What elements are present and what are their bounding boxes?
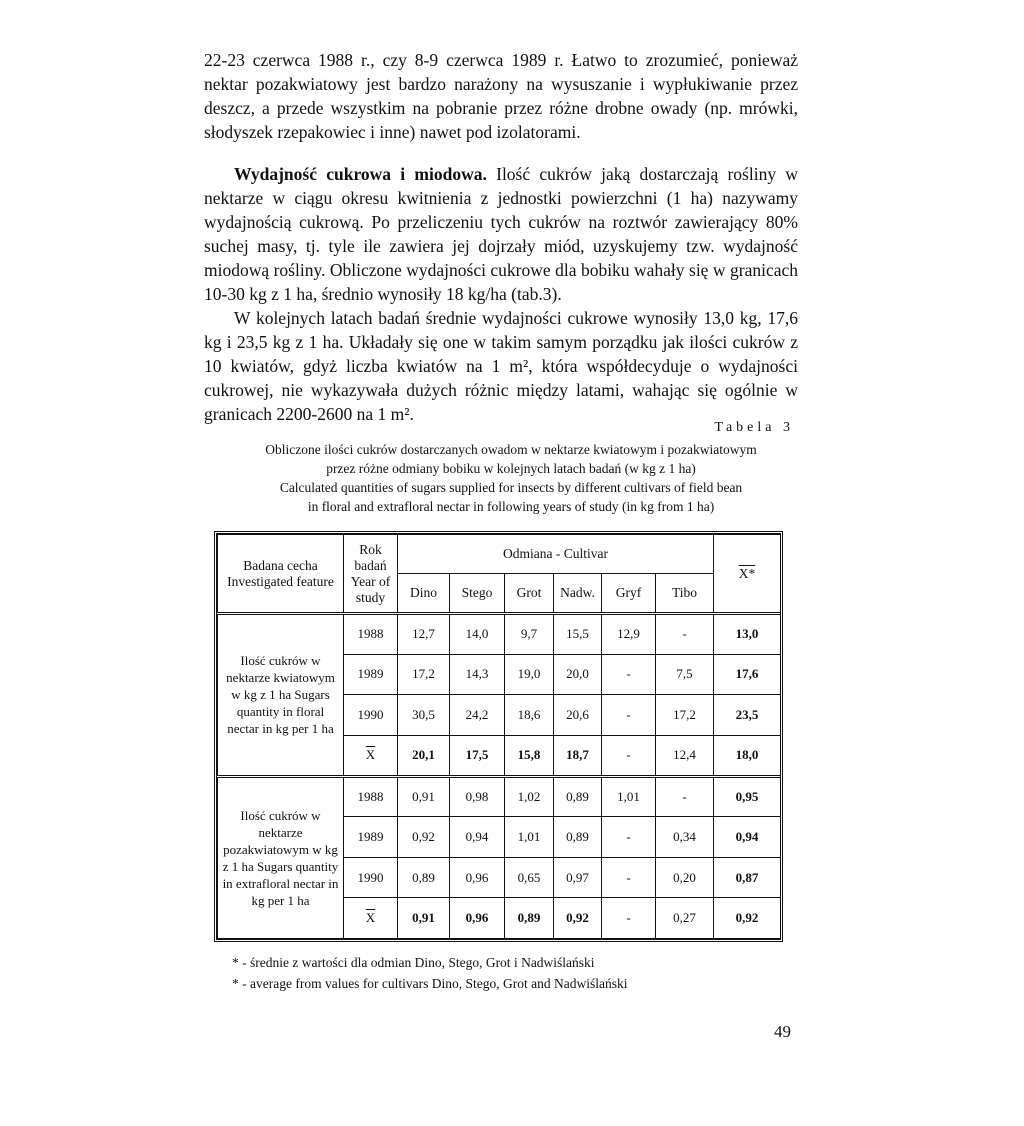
- value-cell: 15,8: [505, 735, 554, 776]
- table-label: Tabela 3: [714, 420, 794, 435]
- value-cell: -: [602, 735, 656, 776]
- value-cell: 14,0: [450, 614, 505, 655]
- section-heading: Wydajność cukrowa i miodowa.: [234, 164, 487, 184]
- value-cell: 30,5: [398, 695, 450, 736]
- table-row: [218, 614, 781, 655]
- mean-symbol: $\overline{X}$: [365, 747, 376, 763]
- value-cell: 0,20: [656, 857, 714, 898]
- year-cell: 1990: [344, 695, 398, 736]
- value-cell: 0,91: [398, 776, 450, 817]
- paragraph-3: W kolejnych latach badań średnie wydajności cukrowe wynosiły 13,0 kg, 17,6 kg i 23,5 kg z 1 ha. Układały się one w takim samym porządku jak ilości cukrów z 10 kwiatów, gdyż liczba kwiatów na 1 m², która współdecyduje o wydajności cukrowej, nie wykazywała dużych różnic między latami, wahając się ogólnie w granicach 2200-2600 na 1 m².: [204, 308, 798, 424]
- value-cell: -: [656, 614, 714, 655]
- mean-cell: 0,95: [714, 776, 781, 817]
- header-mean: X*: [714, 535, 781, 614]
- page-number: 49: [774, 1022, 791, 1041]
- table-row: [218, 776, 781, 817]
- value-cell: 17,5: [450, 735, 505, 776]
- value-cell: 20,1: [398, 735, 450, 776]
- header-year: Rok badań Year of study: [344, 535, 398, 614]
- value-cell: 18,7: [554, 735, 602, 776]
- footnote-en: * - average from values for cultivars Dino, Stego, Grot and Nadwiślański: [232, 976, 628, 991]
- value-cell: 0,89: [505, 898, 554, 939]
- value-cell: 17,2: [656, 695, 714, 736]
- value-cell: 1,01: [602, 776, 656, 817]
- footnote-pl: * - średnie z wartości dla odmian Dino, Stego, Grot i Nadwiślański: [232, 955, 595, 970]
- value-cell: 12,9: [602, 614, 656, 655]
- value-cell: 14,3: [450, 654, 505, 695]
- value-cell: 0,98: [450, 776, 505, 817]
- value-cell: -: [602, 857, 656, 898]
- caption-line-pl-2: przez różne odmiany bobiku w kolejnych latach badań (w kg z 1 ha): [326, 461, 696, 476]
- value-cell: -: [656, 776, 714, 817]
- value-cell: 0,91: [398, 898, 450, 939]
- header-cultivar: Grot: [505, 574, 554, 614]
- mean-cell: 17,6: [714, 654, 781, 695]
- value-cell: 1,01: [505, 817, 554, 858]
- data-table-frame: [214, 531, 783, 942]
- value-cell: 0,27: [656, 898, 714, 939]
- mean-cell: 0,87: [714, 857, 781, 898]
- year-cell: 1990: [344, 857, 398, 898]
- table-footnotes: [232, 952, 628, 994]
- header-cultivar: Dino: [398, 574, 450, 614]
- year-cell: [344, 735, 398, 776]
- value-cell: 0,89: [554, 776, 602, 817]
- header-cultivar: Tibo: [656, 574, 714, 614]
- value-cell: 17,2: [398, 654, 450, 695]
- row-group-description: Ilość cukrów w nektarze kwiatowym w kg z 1 ha Sugars quantity in floral nectar in kg per 1 ha: [218, 614, 344, 777]
- table-caption: [184, 440, 838, 516]
- paragraph-2-body: Ilość cukrów jaką dostarczają rośliny w nektarze w ciągu okresu kwitnienia z jednostki powierzchni (1 ha) nazywamy wydajnością cukrową. Po przeliczeniu tych cukrów na roztwór zawierający 80% suchej masy, tj. tyle ile zawiera jej dojrzały miód, uzyskujemy tzw. wydajność miodową rośliny. Obliczone wydajności cukrowe dla bobiku wahały się w granicach 10-30 kg z 1 ha, średnio wynosiły 18 kg/ha (tab.3).: [204, 164, 798, 304]
- value-cell: 0,96: [450, 857, 505, 898]
- paragraph-section: [204, 162, 798, 426]
- value-cell: 24,2: [450, 695, 505, 736]
- value-cell: -: [602, 654, 656, 695]
- value-cell: 0,92: [398, 817, 450, 858]
- value-cell: 0,34: [656, 817, 714, 858]
- year-cell: 1989: [344, 654, 398, 695]
- mean-cell: 18,0: [714, 735, 781, 776]
- value-cell: 19,0: [505, 654, 554, 695]
- header-feature: Badana cecha Investigated feature: [218, 535, 344, 614]
- header-cultivar: Gryf: [602, 574, 656, 614]
- caption-line-en-1: Calculated quantities of sugars supplied for insects by different cultivars of field bean: [279, 480, 743, 495]
- mean-cell: 0,94: [714, 817, 781, 858]
- value-cell: 0,89: [554, 817, 602, 858]
- value-cell: -: [602, 817, 656, 858]
- value-cell: 9,7: [505, 614, 554, 655]
- value-cell: 20,6: [554, 695, 602, 736]
- header-cultivar-group: Odmiana - Cultivar: [398, 535, 714, 574]
- value-cell: 0,89: [398, 857, 450, 898]
- year-cell: 1988: [344, 614, 398, 655]
- value-cell: 1,02: [505, 776, 554, 817]
- year-cell: [344, 898, 398, 939]
- caption-line-pl-1: Obliczone ilości cukrów dostarczanych owadom w nektarze kwiatowym i pozakwiatowym: [265, 442, 757, 457]
- year-cell: 1988: [344, 776, 398, 817]
- value-cell: 0,65: [505, 857, 554, 898]
- value-cell: 0,92: [554, 898, 602, 939]
- mean-cell: 23,5: [714, 695, 781, 736]
- value-cell: -: [602, 898, 656, 939]
- header-cultivar: Stego: [450, 574, 505, 614]
- mean-cell: 13,0: [714, 614, 781, 655]
- caption-line-en-2: in floral and extrafloral nectar in following years of study (in kg from 1 ha): [307, 499, 715, 514]
- paragraph-1: 22-23 czerwca 1988 r., czy 8-9 czerwca 1989 r. Łatwo to zrozumieć, ponieważ nektar pozakwiatowy jest bardzo narażony na wysuszanie i wypłukiwanie przez deszcz, a przede wszystkim na pobranie przez różne drobne owady (np. mrówki, słodyszek rzepakowiec i inne) nawet pod izolatorami.: [204, 50, 798, 142]
- mean-symbol: $\overline{X}$: [365, 910, 376, 926]
- value-cell: 15,5: [554, 614, 602, 655]
- value-cell: 20,0: [554, 654, 602, 695]
- value-cell: 12,7: [398, 614, 450, 655]
- sugar-yield-table: [217, 534, 781, 939]
- value-cell: 18,6: [505, 695, 554, 736]
- header-cultivar: Nadw.: [554, 574, 602, 614]
- value-cell: 0,96: [450, 898, 505, 939]
- value-cell: 0,94: [450, 817, 505, 858]
- value-cell: 7,5: [656, 654, 714, 695]
- year-cell: 1989: [344, 817, 398, 858]
- paragraph-intro: [204, 48, 798, 144]
- value-cell: 0,97: [554, 857, 602, 898]
- row-group-description: Ilość cukrów w nektarze pozakwiatowym w kg z 1 ha Sugars quantity in extrafloral nectar in kg per 1 ha: [218, 776, 344, 939]
- mean-cell: 0,92: [714, 898, 781, 939]
- value-cell: 12,4: [656, 735, 714, 776]
- value-cell: -: [602, 695, 656, 736]
- paragraph-2: [204, 162, 798, 306]
